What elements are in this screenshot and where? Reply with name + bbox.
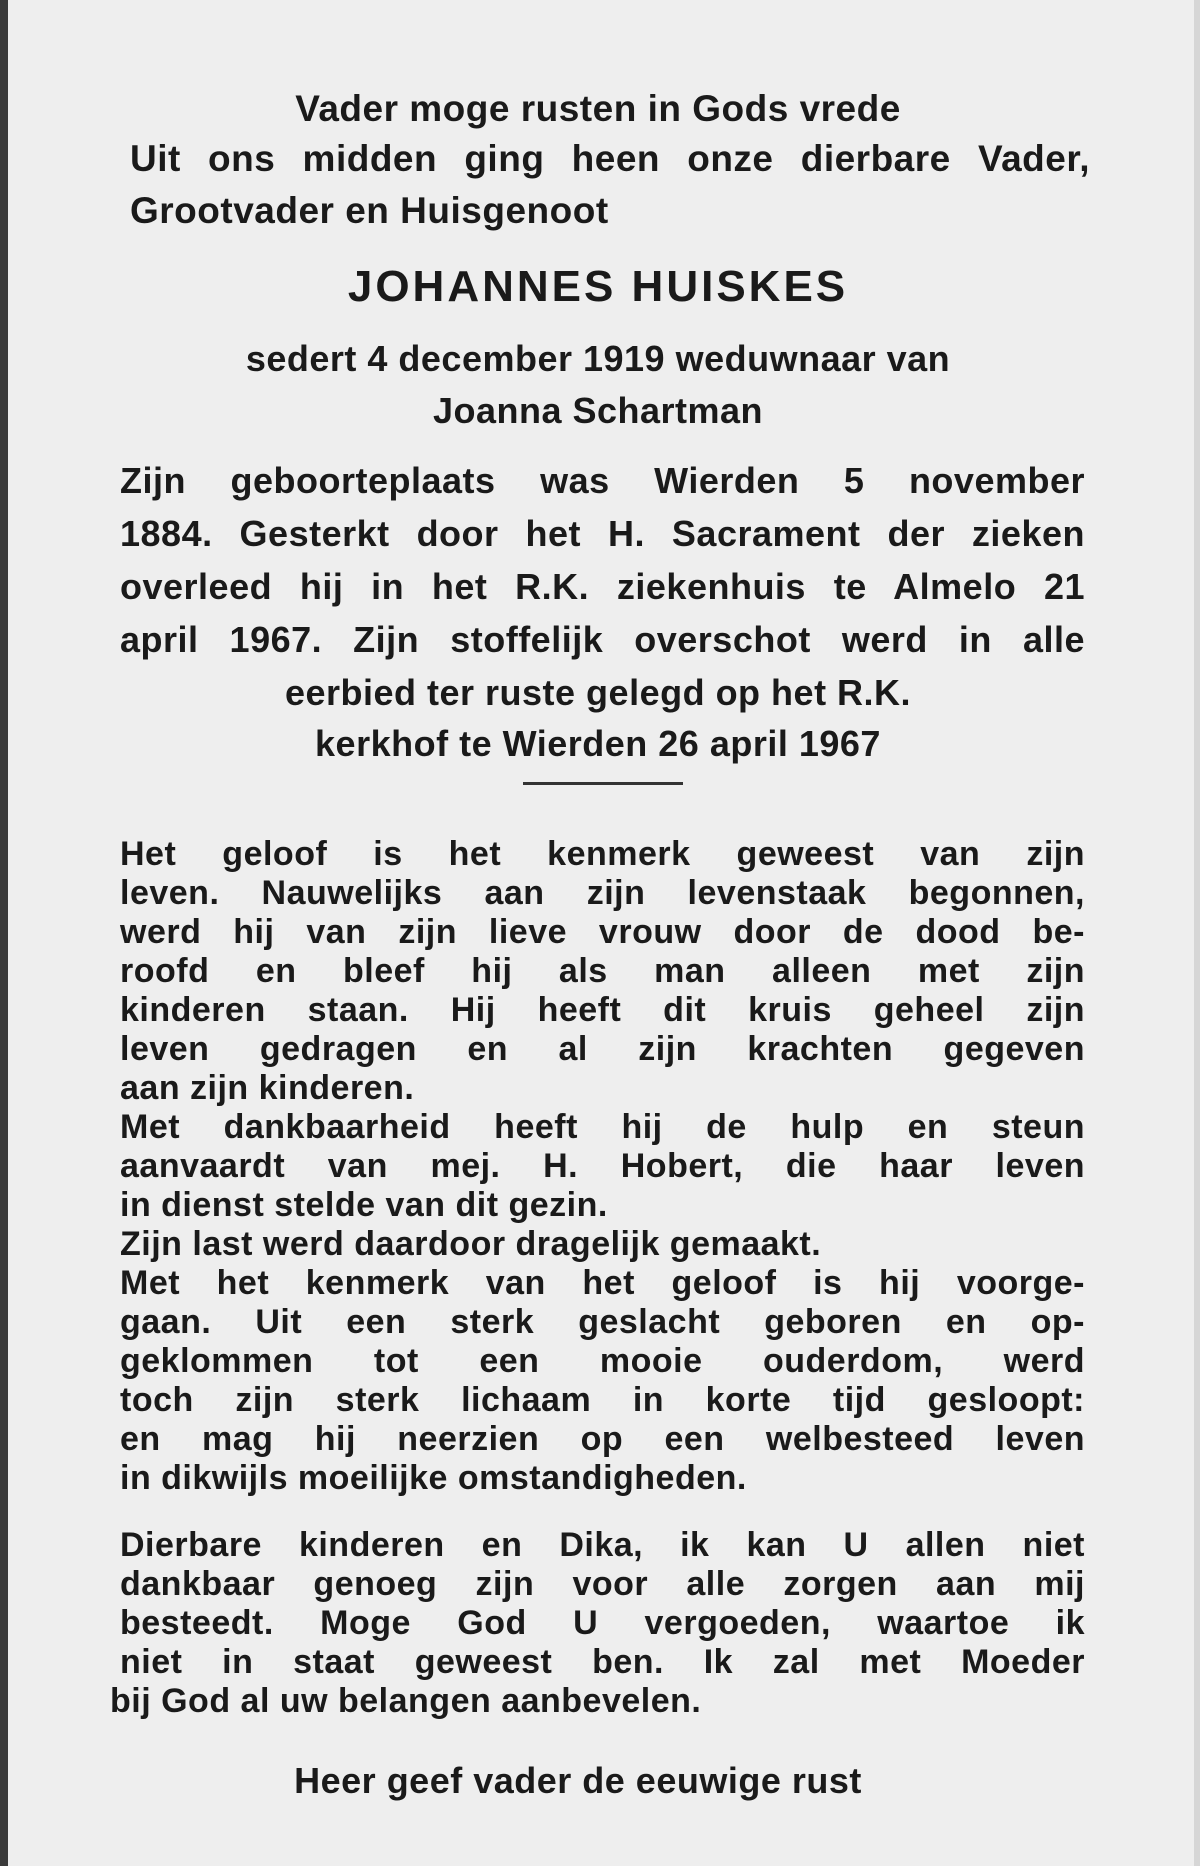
farewell-line: dankbaar genoeg zijn voor alle zorgen aan mij: [120, 1565, 1085, 1603]
tribute-line: in dienst stelde van dit gezin.: [120, 1186, 608, 1224]
bio-line-6: kerkhof te Wierden 26 april 1967: [315, 723, 881, 764]
section-divider: [523, 782, 683, 785]
deceased-name: JOHANNES HUISKES: [347, 262, 849, 311]
widower-line-1: sedert 4 december 1919 weduwnaar van: [245, 338, 951, 379]
tribute-line: Zijn last werd daardoor dragelijk gemaakt.: [120, 1225, 822, 1263]
tribute-line: leven gedragen en al zijn krachten gegeven: [120, 1030, 1085, 1068]
farewell-line: besteedt. Moge God U vergoeden, waartoe ik: [120, 1604, 1085, 1642]
tribute-line: roofd en bleef hij als man alleen met zijn: [120, 952, 1085, 990]
farewell-line: bij God al uw belangen aanbevelen.: [110, 1682, 702, 1720]
tribute-line: leven. Nauwelijks aan zijn levenstaak begonnen,: [120, 874, 1085, 912]
verse-line-1: Vader moge rusten in Gods vrede: [295, 88, 901, 129]
tribute-line: Het geloof is het kenmerk geweest van zijn: [120, 835, 1085, 873]
bio-line-1: Zijn geboorteplaats was Wierden 5 november: [120, 460, 1085, 501]
bio-line-3: overleed hij in het R.K. ziekenhuis te Almelo 21: [120, 566, 1085, 607]
widower-line-2: Joanna Schartman: [432, 390, 764, 431]
tribute-line: werd hij van zijn lieve vrouw door de dood be-: [120, 913, 1085, 951]
farewell-line: Dierbare kinderen en Dika, ik kan U allen niet: [120, 1526, 1085, 1564]
tribute-line: toch zijn sterk lichaam in korte tijd gesloopt:: [120, 1381, 1085, 1419]
tribute-line: aanvaardt van mej. H. Hobert, die haar leven: [120, 1147, 1085, 1185]
tribute-line: kinderen staan. Hij heeft dit kruis geheel zijn: [120, 991, 1085, 1029]
card-right-edge: [1194, 0, 1200, 1866]
bio-line-5: eerbied ter ruste gelegd op het R.K.: [284, 672, 912, 713]
closing-prayer: Heer geef vader de eeuwige rust: [294, 1760, 862, 1801]
verse-line-2: Uit ons midden ging heen onze dierbare Vader,: [130, 138, 1090, 179]
tribute-line: en mag hij neerzien op een welbesteed leven: [120, 1420, 1085, 1458]
bio-line-4: april 1967. Zijn stoffelijk overschot werd in alle: [120, 619, 1085, 660]
card-content: [108, 0, 1088, 1866]
tribute-line: Met het kenmerk van het geloof is hij voorge-: [120, 1264, 1085, 1302]
tribute-line: Met dankbaarheid heeft hij de hulp en steun: [120, 1108, 1085, 1146]
tribute-line: aan zijn kinderen.: [120, 1069, 415, 1107]
card-left-edge: [0, 0, 8, 1866]
tribute-line: in dikwijls moeilijke omstandigheden.: [120, 1459, 747, 1497]
farewell-line: niet in staat geweest ben. Ik zal met Moeder: [120, 1643, 1085, 1681]
bio-line-2: 1884. Gesterkt door het H. Sacrament der zieken: [120, 513, 1085, 554]
verse-line-3: Grootvader en Huisgenoot: [130, 190, 609, 231]
tribute-line: geklommen tot een mooie ouderdom, werd: [120, 1342, 1085, 1380]
tribute-line: gaan. Uit een sterk geslacht geboren en op-: [120, 1303, 1085, 1341]
